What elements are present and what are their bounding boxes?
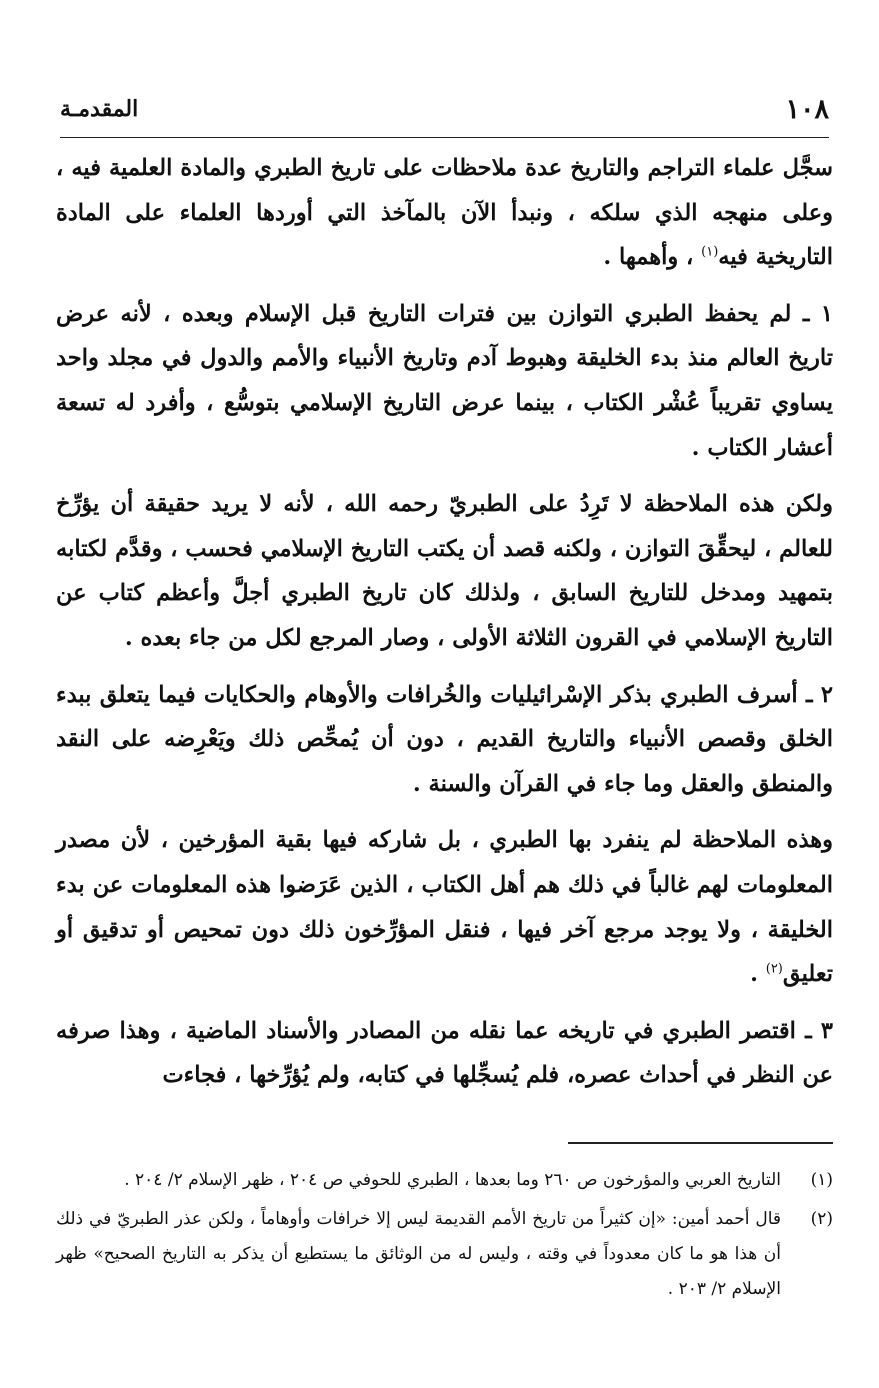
paragraph-point-1-response: ولكن هذه الملاحظة لا تَرِدُ على الطبريّ رحمه الله ، لأنه لا يريد حقيقة أن يؤرِّخ للعالم ، ليحقِّقَ التوازن ، ولكنه قصد أن يكتب التاريخ الإسلامي فحسب ، وقدَّم لكتابه بتمهيد ومدخل للتاريخ السابق ، ولذلك كان تاريخ الطبري أجلَّ وأعظم كتاب عن التاريخ الإسلامي في القرون الثلاثة الأولى ، وصار المرجع لكل من جاء بعده . [56, 491, 833, 651]
page-number: ١٠٨ [785, 93, 829, 125]
paragraph-intro [56, 146, 833, 280]
footnote-2-text: قال أحمد أمين: «إن كثيراً من تاريخ الأمم القديمة ليس إلا خرافات وأوهاماً ، ولكن عذر الطبريّ في ذلك أن هذا هو ما كان معدوداً في وقته ، وليس له من الوثائق ما يستطيع أن يذكر به التاريخ الصحيح» ظهر الإسلام ٢/ ٢٠٣ . [56, 1209, 781, 1299]
footnote-2 [56, 1202, 833, 1307]
running-title: المقدمـة [60, 96, 139, 122]
footnote-1 [56, 1163, 833, 1198]
header-divider [60, 137, 829, 138]
footnote-2-mark: (٢) [810, 1209, 833, 1229]
footnote-ref-2: (٢) [765, 961, 783, 977]
paragraph-point-2-response-end: . [750, 961, 766, 988]
paragraph-point-2: ٢ ـ أسرف الطبري بذكر الإسْرائيليات والخُرافات والأوهام والحكايات فيما يتعلق ببدء الخلق وقصص الأنبياء والتاريخ القديم ، دون أن يُمحِّص ذلك ويَعْرِضه على النقد والمنطق والعقل وما جاء في القرآن والسنة . [56, 681, 833, 797]
footnotes [56, 1163, 833, 1307]
paragraph-point-2-response-text: وهذه الملاحظة لم ينفرد بها الطبري ، بل شاركه فيها بقية المؤرخين ، لأن مصدر المعلومات لهم غالباً في ذلك هم أهل الكتاب ، الذين عَرَضوا هذه المعلومات عن بدء الخليقة ، ولا يوجد مرجع آخر فيها ، فنقل المؤرِّخون ذلك دون تمحيص أو تدقيق أو تعليق [56, 827, 833, 988]
paragraph-intro-end: ، وأهمها . [603, 244, 702, 271]
footnote-divider [568, 1142, 833, 1144]
footnote-1-text: التاريخ العربي والمؤرخون ص ٢٦٠ وما بعدها ، الطبري للحوفي ص ٢٠٤ ، ظهر الإسلام ٢/ ٢٠٤ . [124, 1170, 781, 1190]
main-text [56, 146, 833, 1098]
footnote-1-mark: (١) [810, 1170, 833, 1190]
page-header [60, 92, 829, 126]
paragraph-point-3: ٣ ـ اقتصر الطبري في تاريخه عما نقله من المصادر والأسناد الماضية ، وهذا صرفه عن النظر في أحداث عصره، فلم يُسجِّلها في كتابه، ولم يُؤرِّخها ، فجاءت [56, 1017, 833, 1089]
paragraph-intro-text: سجَّل علماء التراجم والتاريخ عدة ملاحظات على تاريخ الطبري والمادة العلمية فيه ، وعلى منهجه الذي سلكه ، ونبدأ الآن بالمآخذ التي أوردها العلماء على المادة التاريخية فيه [56, 155, 833, 271]
paragraph-point-1: ١ ـ لم يحفظ الطبري التوازن بين فترات التاريخ قبل الإسلام وبعده ، لأنه عرض تاريخ العالم منذ بدء الخليقة وهبوط آدم وتاريخ الأنبياء والأمم والدول في مجلد واحد يساوي تقريباً عُشْر الكتاب ، بينما عرض التاريخ الإسلامي بتوسُّع ، وأفرد له تسعة أعشار الكتاب . [56, 300, 833, 461]
paragraph-point-2-response [56, 818, 833, 996]
footnote-ref-1: (١) [701, 244, 719, 260]
